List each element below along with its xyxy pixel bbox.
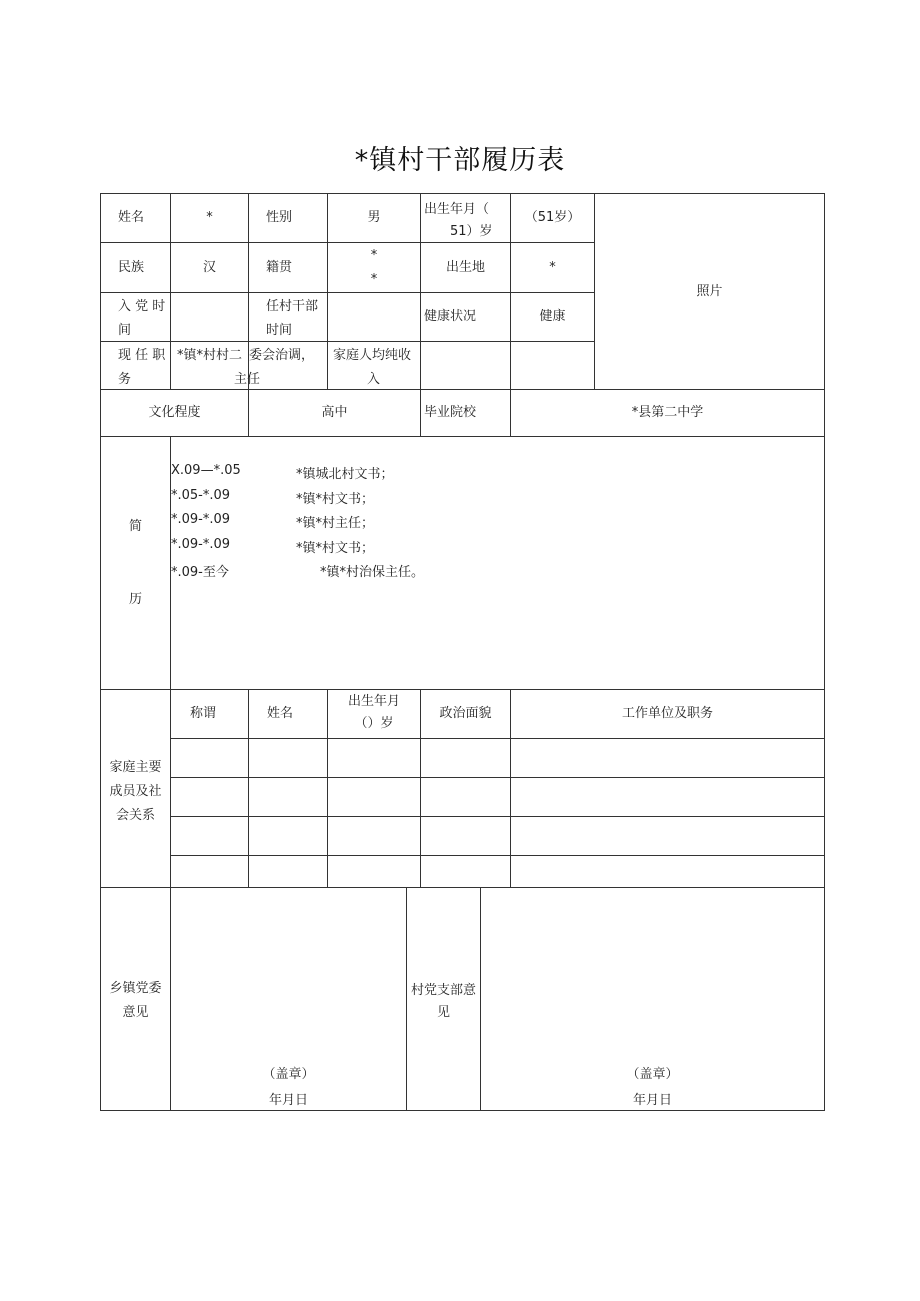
- town-opinion-label-line2: 意见: [122, 1005, 149, 1020]
- resume-description: *镇*村文书；: [296, 540, 375, 556]
- birth-value: （51岁）: [524, 210, 581, 225]
- resume-period: *.05-*.09: [171, 487, 231, 503]
- resume-period: *.09-*.09: [171, 512, 231, 527]
- education-label: 文化程度: [148, 405, 201, 420]
- ethnicity-label: 民族: [118, 260, 145, 275]
- party-time-label-line1: 入 党 时: [118, 299, 166, 314]
- position-value-line2: 委会治调，: [249, 348, 315, 363]
- resume-description: *镇*村主任；: [296, 516, 375, 531]
- town-seal: （盖章）: [262, 1067, 315, 1082]
- resume-label-line1: 简: [128, 519, 142, 534]
- family-header-politics: 政治面貌: [439, 706, 492, 721]
- position-label-line2: 务: [118, 372, 132, 387]
- school-value: *县第二中学: [631, 405, 704, 420]
- gender-label: 性别: [266, 210, 293, 225]
- resume-description: *镇*村治保主任。: [320, 565, 425, 580]
- resume-description: *镇*村文书；: [296, 491, 375, 507]
- family-header-name: 姓名: [266, 706, 293, 721]
- position-value-line1: *镇*村村二: [177, 348, 243, 363]
- resume-description: *镇城北村文书；: [296, 467, 394, 482]
- village-opinion-label-line2: 见: [436, 1005, 450, 1020]
- family-label-line1: 家庭主要: [109, 760, 162, 775]
- town-date: 年月日: [268, 1093, 308, 1108]
- native-place-value-line1: *: [370, 248, 378, 263]
- page-title: *镇村干部履历表: [354, 145, 566, 176]
- position-label-line1: 现 任 职: [118, 348, 166, 363]
- birthplace-label: 出生地: [445, 260, 485, 275]
- resume-period: X.09—*.05: [171, 463, 241, 478]
- education-value: 高中: [321, 405, 348, 420]
- family-header-relation: 称谓: [189, 706, 216, 721]
- village-seal: （盖章）: [626, 1067, 679, 1082]
- family-header-birth-line1: 出生年月: [347, 694, 400, 709]
- name-label: 姓名: [118, 210, 145, 225]
- cadre-time-label-line1: 任村干部: [266, 299, 319, 314]
- village-date: 年月日: [632, 1093, 672, 1108]
- village-opinion-label-line1: 村党支部意: [410, 983, 476, 998]
- name-value: *: [206, 210, 213, 225]
- family-header-birth-line2: （）岁: [354, 716, 394, 731]
- income-label-line2: 入: [367, 372, 381, 387]
- health-value: 健康: [539, 309, 566, 324]
- position-value-line3: 主任: [234, 372, 261, 387]
- resume-period: *.09-*.09: [171, 536, 231, 552]
- gender-value: 男: [367, 210, 381, 225]
- ethnicity-value: 汉: [202, 260, 216, 275]
- birth-label-line2: 51）岁: [450, 224, 493, 239]
- town-opinion-label-line1: 乡镇党委: [109, 981, 162, 996]
- native-place-label: 籍贯: [266, 260, 293, 275]
- birthplace-value: *: [549, 260, 556, 275]
- resume-label-line2: 历: [128, 592, 142, 607]
- birth-label-line1: 出生年月（: [424, 202, 490, 217]
- native-place-value-line2: *: [370, 272, 378, 287]
- school-label: 毕业院校: [423, 405, 476, 420]
- party-time-label-line2: 间: [118, 323, 132, 338]
- resume-period: *.09-至今: [171, 565, 229, 580]
- income-label-line1: 家庭人均纯收: [333, 348, 412, 363]
- photo-placeholder: 照片: [696, 284, 723, 299]
- family-label-line2: 成员及社: [109, 784, 162, 799]
- health-label: 健康状况: [423, 309, 476, 324]
- family-header-work: 工作单位及职务: [621, 706, 713, 721]
- family-label-line3: 会关系: [115, 808, 155, 823]
- cadre-time-label-line2: 时间: [266, 323, 293, 338]
